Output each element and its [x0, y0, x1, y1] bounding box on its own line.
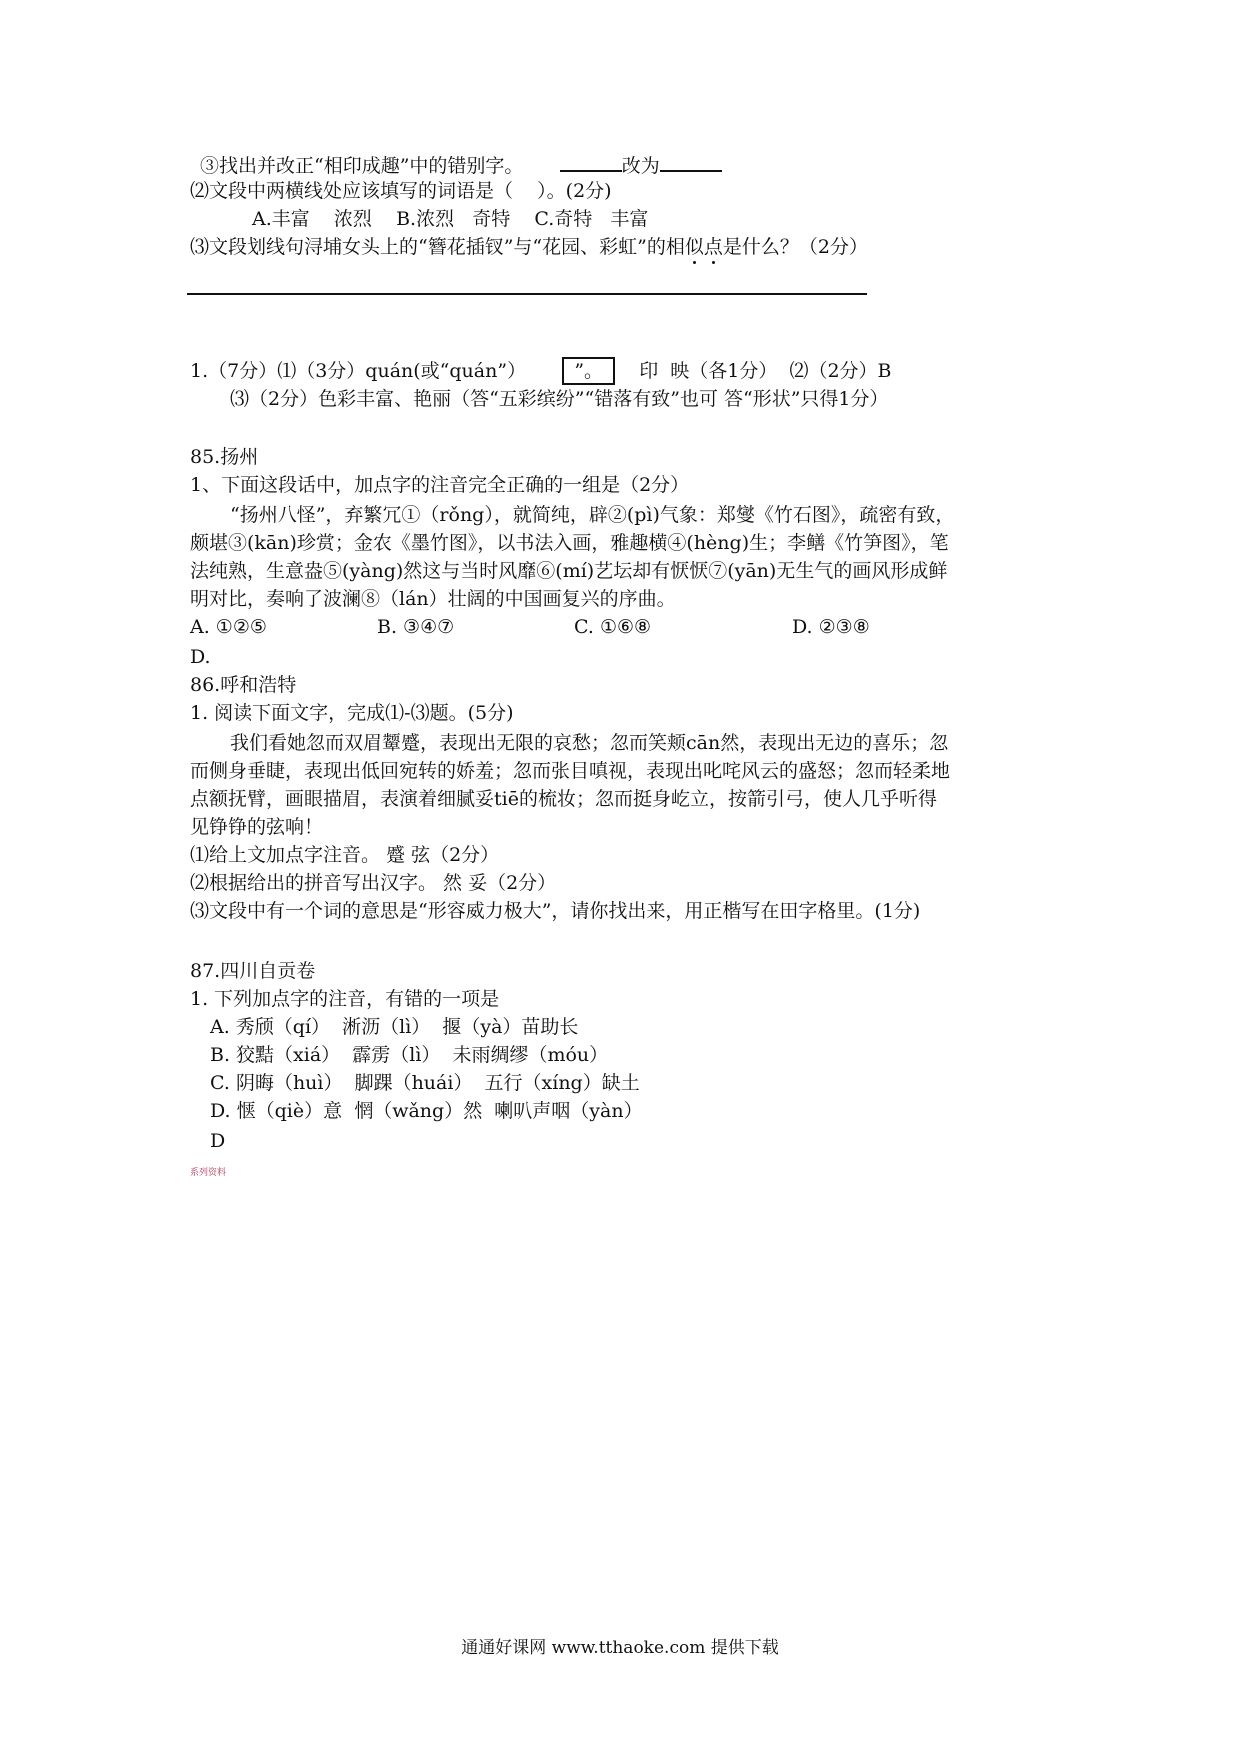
answer-1-part-a: 1.（7分）⑴（3分）quán(或“quán”）	[190, 360, 527, 382]
answer-1-line-2: ⑶（2分）色彩丰富、艳丽（答“五彩缤纷”“错落有致”也可 答“形状”只得1分）	[230, 388, 889, 410]
answer-blank-2	[660, 150, 722, 172]
dotted-char-1: 似	[684, 236, 704, 258]
watermark-text: 系列资料	[190, 1168, 227, 1178]
question-3b-pre: ⑶文段划线句浔埔女头上的“簪花插钗”与“花园、彩虹”的相	[190, 236, 685, 258]
section-87-option-c: C. 阴晦（huì） 脚踝（huái） 五行（xíng）缺土	[210, 1072, 640, 1094]
section-86-paragraph-line-2: 而侧身垂睫，表现出低回宛转的娇羞；忽而张目嗔视，表现出叱咤风云的盛怒；忽而轻柔地	[190, 760, 951, 782]
question-3-line	[200, 150, 722, 179]
section-85-paragraph-line-4: 明对比，奏响了波澜⑧（lán）壮阔的中国画复兴的序曲。	[190, 588, 676, 610]
section-85-paragraph-line-1: “扬州八怪”，弃繁冗①（rǒng），就简纯，辟②(pì)气象：郑燮《竹石图》，疏密有致，	[230, 504, 955, 526]
section-87-option-d: D. 惬（qiè）意 惘（wǎng）然 喇叭声咽（yàn）	[210, 1100, 643, 1122]
dotted-char-2: 点	[703, 236, 723, 258]
section-86-title: 86.呼和浩特	[190, 674, 297, 696]
answer-blank-1	[560, 150, 622, 172]
answer-1-line-1	[190, 357, 892, 385]
section-85-option-d: D. ②③⑧	[792, 616, 870, 638]
section-86-paragraph-line-3: 点额抚臂，画眼描眉，表演着细腻妥tiē的梳妆；忽而挺身屹立，按箭引弓，使人几乎听得	[190, 788, 937, 810]
section-87-answer: D	[210, 1130, 226, 1152]
section-86-question: 1. 阅读下面文字，完成⑴-⑶题。(5分)	[190, 702, 514, 724]
section-86-paragraph-line-1: 我们看她忽而双眉颦蹙，表现出无限的哀愁；忽而笑颊cān然，表现出无边的喜乐；忽	[230, 732, 949, 754]
section-85-option-b: B. ③④⑦	[377, 616, 455, 638]
answer-1-part-b: 印 映（各1分） ⑵（2分）B	[639, 360, 892, 382]
section-85-title: 85.扬州	[190, 446, 259, 468]
question-3b-line	[190, 234, 868, 260]
section-86-subquestion-2: ⑵根据给出的拼音写出汉字。 然 妥（2分）	[190, 872, 557, 894]
answer-1-boxed-text: ”。	[562, 357, 615, 385]
answer-rule-line	[187, 293, 867, 295]
question-2-line: ⑵文段中两横线处应该填写的词语是（ ）。(2分)	[190, 180, 612, 202]
question-2-options: A.丰富 浓烈 B.浓烈 奇特 C.奇特 丰富	[252, 208, 649, 230]
section-86-subquestion-1: ⑴给上文加点字注音。 蹙 弦（2分）	[190, 844, 500, 866]
section-87-option-a: A. 秀颀（qí） 淅沥（lì） 揠（yà）苗助长	[210, 1016, 579, 1038]
section-85-answer: D.	[190, 646, 211, 668]
question-3b-post: 是什么？（2分）	[722, 236, 868, 258]
section-85-question: 1、下面这段话中，加点字的注音完全正确的一组是（2分）	[190, 474, 690, 496]
question-3-text: ③找出并改正“相印成趣”中的错别字。	[200, 155, 524, 177]
section-85-paragraph-line-3: 法纯熟，生意盎⑤(yàng)然这与当时风靡⑥(mí)艺坛却有恹恹⑦(yān)无生气的画风形成鲜	[190, 560, 948, 582]
section-85-option-a: A. ①②⑤	[190, 616, 267, 638]
section-87-option-b: B. 狡黠（xiá） 霹雳（lì） 未雨绸缪（móu）	[210, 1044, 609, 1066]
section-86-paragraph-line-4: 见铮铮的弦响！	[190, 816, 324, 838]
section-85-option-c: C. ①⑥⑧	[574, 616, 652, 638]
page-footer: 通通好课网 www.tthaoke.com 提供下载	[461, 1638, 779, 1658]
section-87-question: 1. 下列加点字的注音，有错的一项是	[190, 988, 500, 1010]
section-86-subquestion-3: ⑶文段中有一个词的意思是“形容威力极大”，请你找出来，用正楷写在田字格里。(1分)	[190, 900, 921, 922]
section-87-title: 87.四川自贡卷	[190, 960, 316, 982]
question-3-mid: 改为	[621, 155, 660, 177]
section-85-paragraph-line-2: 颇堪③(kān)珍赏；金农《墨竹图》，以书法入画，雅趣横④(hèng)生；李鳝《竹笋图》，笔	[190, 532, 949, 554]
